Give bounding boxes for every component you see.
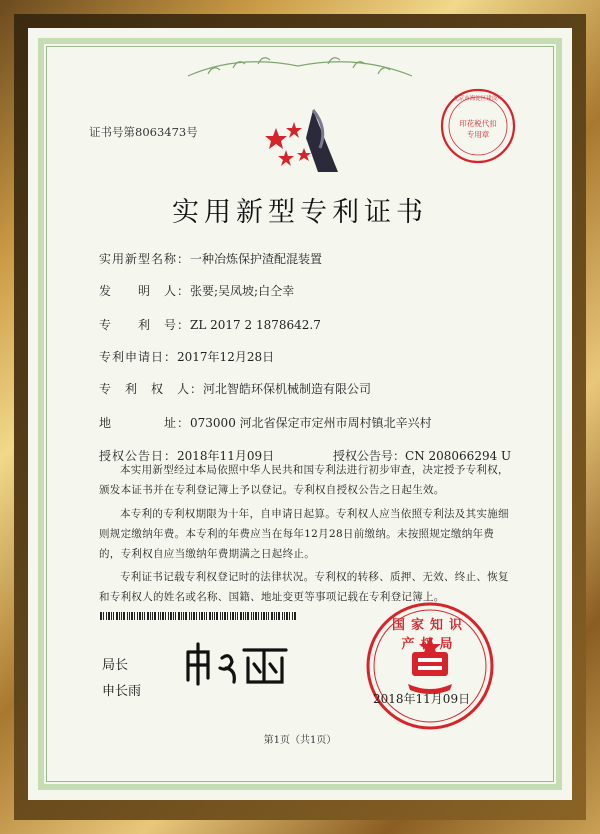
certificate-paper <box>28 28 572 800</box>
barcode-bar <box>108 612 110 620</box>
barcode-bar <box>201 612 203 620</box>
barcode-bar <box>243 612 244 620</box>
barcode-bar <box>206 612 207 620</box>
barcode-bar <box>227 612 228 620</box>
field-value: CN 208066294 U <box>405 449 512 463</box>
barcode-bar <box>216 612 218 620</box>
barcode-bar <box>113 612 114 620</box>
barcode-bar <box>162 612 164 620</box>
field-patent-number <box>99 316 321 333</box>
signature-title: 局长 <box>102 658 129 673</box>
field-value: 2018年11月09日 <box>177 449 275 463</box>
barcode-bar <box>150 612 151 620</box>
barcode-bar <box>152 612 153 620</box>
field-label: 授权公告号： <box>333 449 406 463</box>
barcode-bar <box>121 612 122 620</box>
barcode-bar <box>245 612 246 620</box>
barcode-bar <box>204 612 205 620</box>
barcode-bar <box>165 612 166 620</box>
seal-text: 国家知识产权局 <box>391 618 468 652</box>
barcode-bar <box>175 612 176 620</box>
barcode-bar <box>196 612 197 620</box>
barcode-bar <box>251 612 252 620</box>
paragraph-grant: 本实用新型经过本局依照中华人民共和国专利法进行初步审查，决定授予专利权，颁发本证书并在专利登记簿上予以登记。专利权自授权公告之日起生效。 <box>99 464 509 496</box>
barcode-bar <box>173 612 174 620</box>
barcode-bar <box>191 612 192 620</box>
field-value: 一种冶炼保护渣配混装置 <box>190 252 323 266</box>
barcode-bar <box>289 612 290 620</box>
barcode-bar <box>214 612 215 620</box>
wreath-decoration <box>178 48 422 88</box>
barcode-bar <box>209 612 211 620</box>
barcode-bar <box>237 612 238 620</box>
patent-office-logo <box>258 98 348 188</box>
field-label: 专 利 权 人： <box>99 382 204 396</box>
barcode-bar <box>199 612 200 620</box>
field-label: 地 址： <box>99 416 191 430</box>
barcode <box>100 612 300 620</box>
barcode-bar <box>127 612 128 620</box>
field-value: ZL 2017 2 1878642.7 <box>190 318 321 332</box>
barcode-bar <box>278 612 280 620</box>
field-application-date <box>99 348 274 365</box>
barcode-bar <box>183 612 184 620</box>
barcode-bar <box>232 612 234 620</box>
barcode-bar <box>154 612 156 620</box>
barcode-bar <box>160 612 161 620</box>
field-value: 张要;吴凤坡;白仝幸 <box>190 284 295 298</box>
barcode-bar <box>100 612 102 620</box>
paragraph-term: 本专利的专利权期限为十年，自申请日起算。专利权人应当依照专利法及其实施细则规定缴纳年费。本专利的年费应当在每年12月28日前缴纳。未按照规定缴纳年费的，专利权自应当缴纳年费期满之日起终止。 <box>99 508 509 560</box>
barcode-bar <box>253 612 254 620</box>
field-value: 073000 河北省保定市定州市周村镇北辛兴村 <box>190 416 432 430</box>
barcode-bar <box>276 612 277 620</box>
barcode-bar <box>263 612 265 620</box>
barcode-bar <box>147 612 149 620</box>
certificate-number: 证书号第8063473号 <box>89 125 198 139</box>
barcode-bar <box>224 612 226 620</box>
barcode-bar <box>142 612 143 620</box>
barcode-bar <box>230 612 231 620</box>
field-label: 实用新型名称： <box>99 252 191 266</box>
barcode-bar <box>111 612 112 620</box>
barcode-bar <box>266 612 267 620</box>
page-footer: 第1页（共1页） <box>263 735 337 746</box>
paragraph-register: 专利证书记载专利权登记时的法律状况。专利权的转移、质押、无效、终止、恢复和专利权人的姓名或名称、国籍、地址变更等事项记载在专利登记簿上。 <box>99 571 509 603</box>
handwritten-signature <box>178 638 298 688</box>
barcode-bar <box>116 612 118 620</box>
barcode-bar <box>240 612 242 620</box>
barcode-bar <box>131 612 133 620</box>
barcode-bar <box>158 612 159 620</box>
barcode-bar <box>129 612 130 620</box>
barcode-bar <box>119 612 120 620</box>
field-label: 专利申请日： <box>99 350 178 364</box>
field-inventor <box>99 282 294 299</box>
tax-stamp-ring-text: 北京市海淀区建设厂 <box>453 96 503 102</box>
barcode-bar <box>284 612 285 620</box>
field-label: 授权公告日： <box>99 449 178 463</box>
tax-stamp-text: 印花税代扣专用章 <box>459 119 497 139</box>
field-patentee <box>99 380 371 397</box>
field-label: 专 利 号： <box>99 318 191 332</box>
barcode-bar <box>189 612 190 620</box>
barcode-bar <box>193 612 195 620</box>
barcode-bar <box>106 612 107 620</box>
signature-name: 申长雨 <box>102 684 142 699</box>
barcode-bar <box>294 612 296 620</box>
barcode-bar <box>123 612 125 620</box>
certificate-title: 实用新型专利证书 <box>172 197 428 228</box>
barcode-bar <box>185 612 187 620</box>
barcode-bar <box>247 612 249 620</box>
barcode-bar <box>144 612 145 620</box>
barcode-bar <box>282 612 283 620</box>
barcode-bar <box>261 612 262 620</box>
barcode-bar <box>181 612 182 620</box>
field-value: 2017年12月28日 <box>177 350 275 364</box>
barcode-bar <box>170 612 172 620</box>
barcode-bar <box>258 612 259 620</box>
barcode-bar <box>235 612 236 620</box>
field-address <box>99 414 432 431</box>
barcode-bar <box>134 612 135 620</box>
field-value: 河北智皓环保机械制造有限公司 <box>203 382 372 396</box>
barcode-bar <box>103 612 104 620</box>
field-label: 发 明 人： <box>99 284 191 298</box>
barcode-bar <box>255 612 257 620</box>
barcode-bar <box>178 612 180 620</box>
barcode-bar <box>220 612 221 620</box>
barcode-bar <box>137 612 138 620</box>
barcode-bar <box>286 612 288 620</box>
barcode-bar <box>139 612 141 620</box>
barcode-bar <box>292 612 293 620</box>
seal-date: 2018年11月09日 <box>373 692 471 706</box>
barcode-bar <box>271 612 273 620</box>
field-utility-model-name <box>99 250 322 267</box>
barcode-bar <box>268 612 269 620</box>
barcode-bar <box>168 612 169 620</box>
barcode-bar <box>212 612 213 620</box>
barcode-bar <box>274 612 275 620</box>
barcode-bar <box>222 612 223 620</box>
